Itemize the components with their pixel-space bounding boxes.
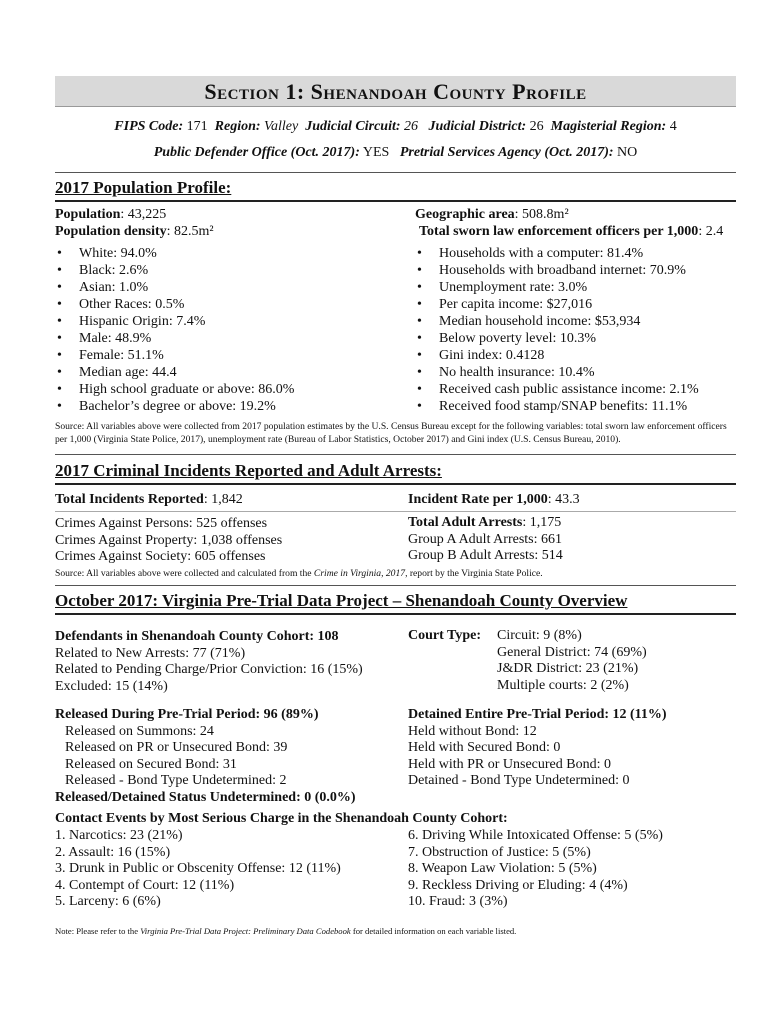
total-arrests-label: Total Adult Arrests [408, 515, 523, 530]
list-item: • Other Races: 0.5% [55, 296, 294, 313]
list-item: • Asian: 1.0% [55, 279, 294, 296]
list-item: • Male: 48.9% [55, 330, 294, 347]
list-item: • Female: 51.1% [55, 347, 294, 364]
crime-section-title: 2017 Criminal Incidents Reported and Adult Arrests: [55, 461, 442, 480]
population-section-heading [55, 178, 736, 202]
list-item: Crimes Against Society: 605 offenses [55, 549, 266, 564]
divider [55, 511, 736, 512]
circuit-value: 26 [404, 119, 419, 134]
contact-events-right [408, 828, 663, 911]
list-item: Released on Summons: 24 [65, 723, 214, 739]
codebook-note [55, 925, 736, 938]
magisterial-value: 4 [669, 119, 677, 134]
list-item: 8. Weapon Law Violation: 5 (5%) [408, 861, 597, 876]
note-text: Note: Please refer to the [55, 926, 141, 936]
population-section-title: 2017 Population Profile: [55, 178, 232, 197]
population-label: Population [55, 207, 121, 222]
list-item: 1. Narcotics: 23 (21%) [55, 828, 183, 843]
crime-categories [55, 516, 282, 566]
list-item: • Unemployment rate: 3.0% [415, 279, 699, 296]
total-incidents [55, 492, 243, 508]
page-title: Section 1: Shenandoah County Profile [204, 79, 587, 104]
list-item: Related to Pending Charge/Prior Conviction: 16 (15%) [55, 662, 363, 677]
list-item: • Received food stamp/SNAP benefits: 11.1% [415, 398, 699, 415]
list-item: • Median household income: $53,934 [415, 313, 699, 330]
incident-rate-value: : 43.3 [547, 492, 580, 507]
officers-label: Total sworn law enforcement officers per 1,000 [419, 224, 699, 239]
list-item: Held without Bond: 12 [408, 723, 537, 739]
incident-rate [408, 492, 580, 508]
total-arrests [408, 515, 563, 532]
fips-label: FIPS Code: [114, 119, 184, 134]
population-source-note: Source: All variables above were collected from 2017 population estimates by the U.S. Census Bureau except for the following variables: total sworn law enforcement officers per 1,000 (Virginia State Police, 2017), unemployment rate (Bureau of Labor Statistics, October 2017) and Gini index (U.S. Census Bureau, 2010). [55, 421, 727, 445]
crime-section-heading [55, 461, 736, 485]
list-item: • Households with a computer: 81.4% [415, 245, 699, 262]
note-text: for detailed information on each variable listed. [350, 926, 517, 936]
source-report-title: Crime in Virginia, 2017 [313, 568, 406, 579]
divider [55, 172, 736, 173]
list-item: Excluded: 15 (14%) [55, 678, 168, 694]
area-stat [415, 207, 569, 223]
pretrial-section-title: October 2017: Virginia Pre-Trial Data Project – Shenandoah County Overview [55, 591, 628, 610]
incident-rate-label: Incident Rate per 1,000 [408, 492, 548, 507]
list-item: • High school graduate or above: 86.0% [55, 381, 294, 398]
source-text: Source: All variables above were collected and calculated from the [55, 568, 314, 579]
total-incidents-value: : 1,842 [203, 492, 243, 507]
arrests-summary [408, 515, 563, 565]
cohort-title: Defendants in Shenandoah County Cohort: 108 [55, 629, 339, 644]
released-title: Released During Pre-Trial Period: 96 (89%) [55, 707, 319, 722]
district-label: Judicial District: [428, 119, 527, 134]
court-type-list [497, 628, 647, 694]
district-value: 26 [529, 119, 544, 134]
circuit-label: Judicial Circuit: [305, 119, 401, 134]
list-item: Crimes Against Persons: 525 offenses [55, 516, 268, 531]
region-label: Region: [214, 119, 261, 134]
list-item: 5. Larceny: 6 (6%) [55, 894, 161, 909]
list-item: Group A Adult Arrests: 661 [408, 531, 563, 547]
pretrial-agency-value: NO [617, 145, 638, 160]
density-value: : 82.5m² [166, 224, 214, 239]
header-line-2 [55, 145, 736, 161]
list-item: 3. Drunk in Public or Obscenity Offense: 12 (11%) [55, 861, 341, 876]
list-item: • Black: 2.6% [55, 262, 294, 279]
region-value: Valley [264, 119, 299, 134]
list-item: • Hispanic Origin: 7.4% [55, 313, 294, 330]
list-item: • Median age: 44.4 [55, 364, 294, 381]
list-item: • Bachelor’s degree or above: 19.2% [55, 398, 294, 415]
density-stat [55, 224, 214, 240]
list-item: Group B Adult Arrests: 514 [408, 548, 563, 563]
population-stat [55, 207, 166, 223]
pretrial-agency-label: Pretrial Services Agency (Oct. 2017): [399, 145, 614, 160]
area-value: : 508.8m² [514, 207, 569, 222]
area-label: Geographic area [415, 207, 515, 222]
list-item: • Households with broadband internet: 70.9% [415, 262, 699, 279]
list-item: General District: 74 (69%) [497, 644, 647, 660]
magisterial-label: Magisterial Region: [550, 119, 667, 134]
court-type-label: Court Type: [408, 628, 481, 643]
list-item: Related to New Arrests: 77 (71%) [55, 645, 246, 661]
list-item: 10. Fraud: 3 (3%) [408, 894, 508, 909]
list-item: Released - Bond Type Undetermined: 2 [65, 773, 287, 788]
cohort-summary [55, 629, 363, 695]
population-value: : 43,225 [120, 207, 167, 222]
list-item: • White: 94.0% [55, 245, 294, 262]
list-item: • No health insurance: 10.4% [415, 364, 699, 381]
demographics-list [55, 245, 294, 415]
crime-source-note [55, 567, 736, 580]
status-undetermined: Released/Detained Status Undetermined: 0 (0.0%) [55, 789, 356, 805]
detained-summary [408, 707, 667, 790]
public-defender-value: YES [362, 145, 390, 160]
list-item: Held with Secured Bond: 0 [408, 740, 561, 755]
officers-stat [419, 224, 723, 240]
list-item: • Gini index: 0.4128 [415, 347, 699, 364]
pretrial-section-heading [55, 591, 736, 615]
list-item: Detained - Bond Type Undetermined: 0 [408, 773, 630, 788]
list-item: 6. Driving While Intoxicated Offense: 5 (5%) [408, 828, 663, 843]
officers-value: : 2.4 [698, 224, 724, 239]
list-item: Crimes Against Property: 1,038 offenses [55, 532, 283, 548]
source-text: , report by the Virginia State Police. [405, 568, 543, 579]
list-item: • Below poverty level: 10.3% [415, 330, 699, 347]
codebook-title: Virginia Pre-Trial Data Project: Preliminary Data Codebook [140, 926, 351, 936]
list-item: 4. Contempt of Court: 12 (11%) [55, 877, 235, 893]
list-item: Circuit: 9 (8%) [497, 628, 582, 643]
list-item: Multiple courts: 2 (2%) [497, 677, 629, 693]
list-item: Released on PR or Unsecured Bond: 39 [65, 740, 288, 755]
released-summary [55, 707, 356, 806]
list-item: Released on Secured Bond: 31 [65, 756, 237, 772]
divider [55, 454, 736, 455]
list-item: • Per capita income: $27,016 [415, 296, 699, 313]
list-item: Held with PR or Unsecured Bond: 0 [408, 756, 611, 772]
list-item: J&DR District: 23 (21%) [497, 661, 639, 676]
header-line-1 [55, 119, 736, 135]
section-banner [55, 76, 736, 107]
detained-title: Detained Entire Pre-Trial Period: 12 (11%) [408, 707, 667, 722]
list-item: • Received cash public assistance income: 2.1% [415, 381, 699, 398]
contact-events-title: Contact Events by Most Serious Charge in the Shenandoah County Cohort: [55, 811, 508, 826]
total-incidents-label: Total Incidents Reported [55, 492, 204, 507]
divider [55, 585, 736, 586]
total-arrests-value: : 1,175 [522, 515, 562, 530]
list-item: 2. Assault: 16 (15%) [55, 844, 171, 860]
economics-list [415, 245, 699, 415]
public-defender-label: Public Defender Office (Oct. 2017): [153, 145, 360, 160]
list-item: 9. Reckless Driving or Eluding: 4 (4%) [408, 877, 628, 893]
contact-events-left [55, 828, 341, 911]
list-item: 7. Obstruction of Justice: 5 (5%) [408, 844, 591, 860]
fips-value: 171 [186, 119, 208, 134]
density-label: Population density [55, 224, 167, 239]
